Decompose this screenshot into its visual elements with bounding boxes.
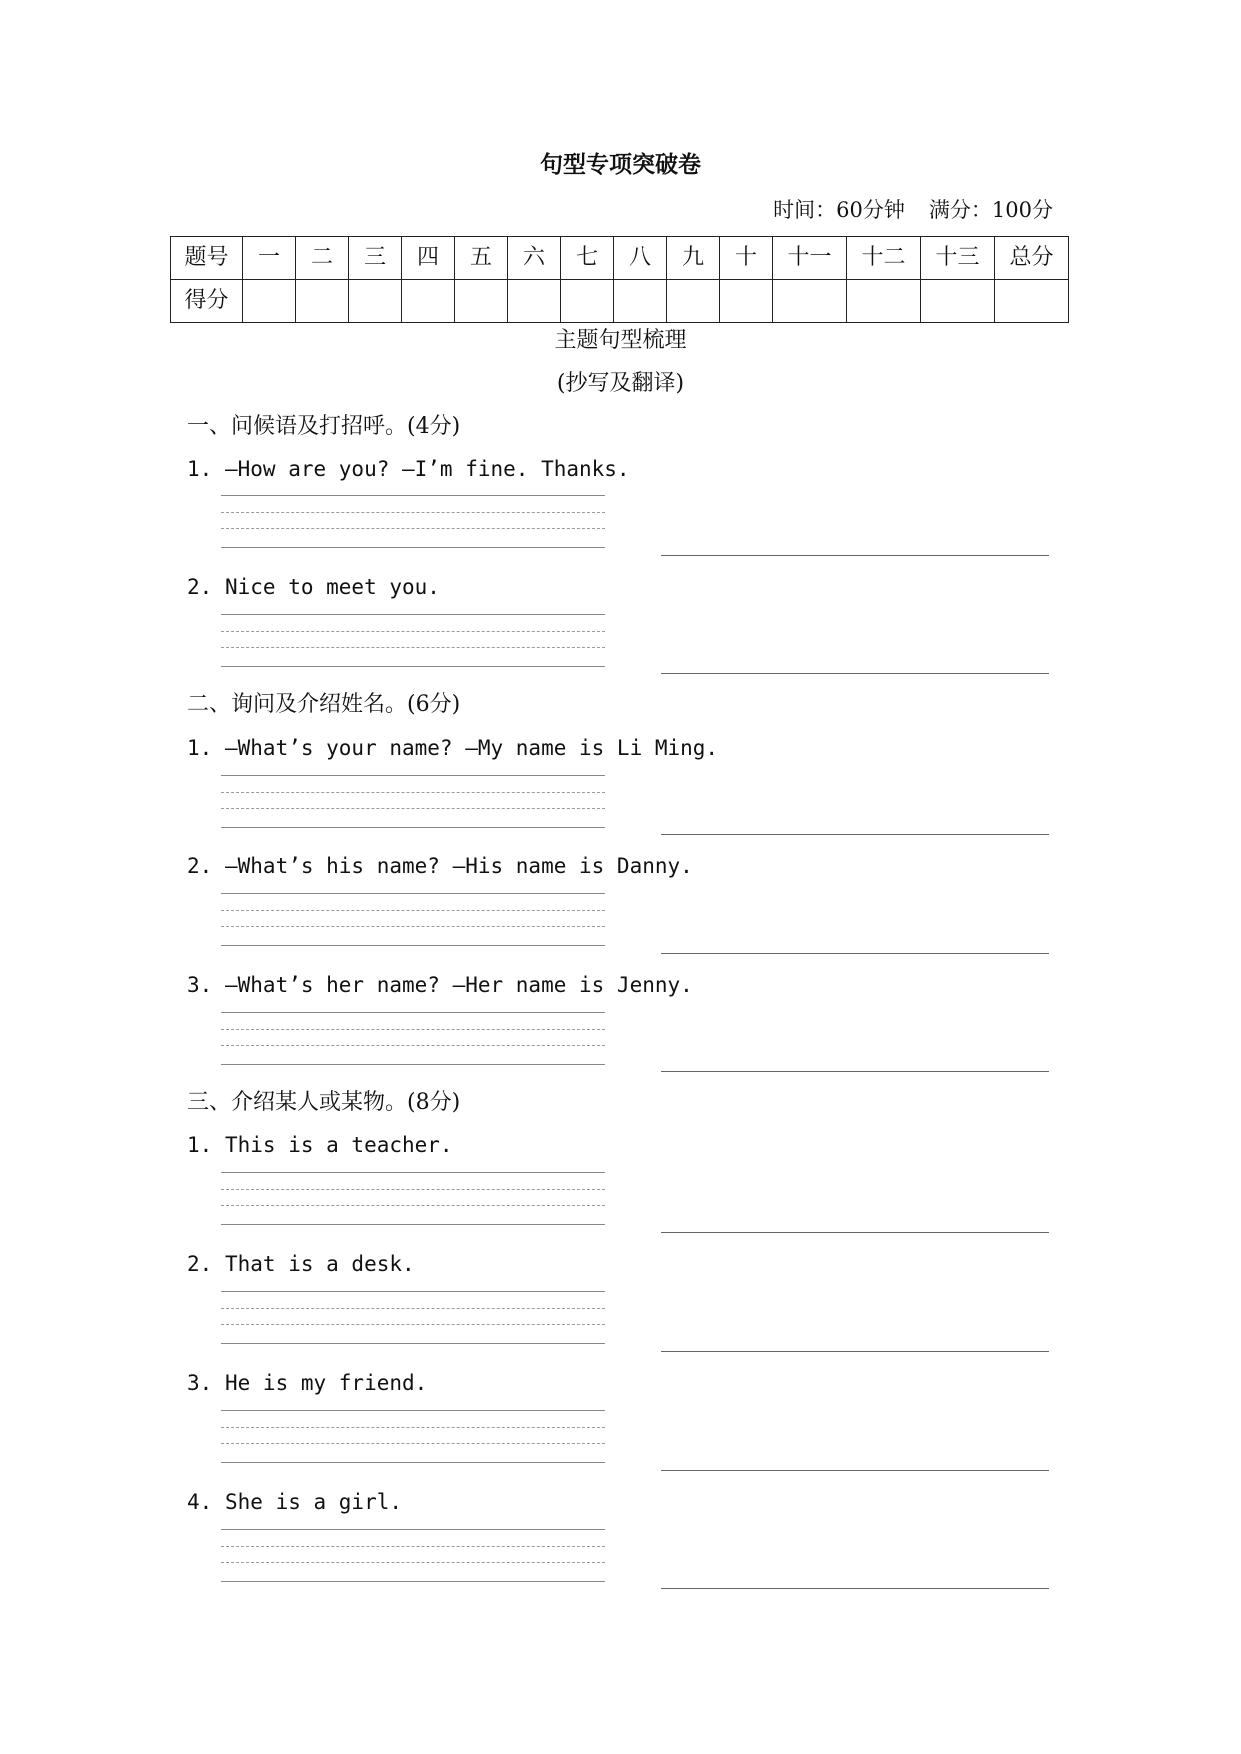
question-text <box>187 970 693 1000</box>
score-cell[interactable] <box>508 280 561 323</box>
question-text <box>187 851 693 881</box>
question-number: 3. <box>187 973 213 997</box>
score-table-col-header: 二 <box>296 237 349 280</box>
score-cell[interactable] <box>296 280 349 323</box>
score-table <box>170 236 1069 323</box>
translation-answer-line[interactable] <box>661 1588 1049 1589</box>
score-cell[interactable] <box>720 280 773 323</box>
translation-answer-line[interactable] <box>661 555 1049 556</box>
score-cell[interactable] <box>773 280 847 323</box>
question-text <box>187 572 440 602</box>
section-heading: 二、询问及介绍姓名。(6分) <box>187 692 461 717</box>
score-table-col-header: 四 <box>402 237 455 280</box>
exam-full-score: 满分：100分 <box>928 198 1053 222</box>
score-table-col-header: 五 <box>455 237 508 280</box>
question-sentence: —How are you? —I’m fine. Thanks. <box>225 457 630 481</box>
question-number: 1. <box>187 1133 213 1157</box>
question-number: 3. <box>187 1371 213 1395</box>
page-title: 句型专项突破卷 <box>540 151 701 178</box>
copy-writing-lines[interactable] <box>221 1410 605 1464</box>
question-sentence: Nice to meet you. <box>225 575 440 599</box>
translation-answer-line[interactable] <box>661 673 1049 674</box>
score-table-col-header: 一 <box>243 237 296 280</box>
copy-writing-lines[interactable] <box>221 495 605 549</box>
score-cell[interactable] <box>455 280 508 323</box>
question-text <box>187 1249 415 1279</box>
exam-time: 时间：60分钟 <box>773 198 905 222</box>
section-heading: 三、介绍某人或某物。(8分) <box>187 1090 461 1115</box>
score-cell[interactable] <box>847 280 921 323</box>
score-table-col-header: 十一 <box>773 237 847 280</box>
score-cell[interactable] <box>349 280 402 323</box>
score-table-col-header: 六 <box>508 237 561 280</box>
question-sentence: He is my friend. <box>225 1371 428 1395</box>
score-table-col-header: 八 <box>614 237 667 280</box>
question-text <box>187 733 718 763</box>
question-sentence: That is a desk. <box>225 1252 415 1276</box>
section-heading: 一、问候语及打招呼。(4分) <box>187 414 461 439</box>
section-group-note: (抄写及翻译) <box>556 371 685 396</box>
translation-answer-line[interactable] <box>661 953 1049 954</box>
question-sentence: —What’s his name? —His name is Danny. <box>225 854 693 878</box>
section-group-title: 主题句型梳理 <box>554 328 687 353</box>
question-text <box>187 454 630 484</box>
translation-answer-line[interactable] <box>661 834 1049 835</box>
score-table-col-header: 总分 <box>995 237 1069 280</box>
score-table-row-label: 题号 <box>171 237 243 280</box>
score-cell[interactable] <box>921 280 995 323</box>
question-number: 1. <box>187 736 213 760</box>
question-sentence: —What’s your name? —My name is Li Ming. <box>225 736 719 760</box>
copy-writing-lines[interactable] <box>221 1291 605 1345</box>
question-number: 2. <box>187 854 213 878</box>
score-cell[interactable] <box>243 280 296 323</box>
copy-writing-lines[interactable] <box>221 775 605 829</box>
exam-meta <box>773 195 1053 225</box>
score-cell[interactable] <box>995 280 1069 323</box>
translation-answer-line[interactable] <box>661 1071 1049 1072</box>
score-table-row-label: 得分 <box>171 280 243 323</box>
copy-writing-lines[interactable] <box>221 1172 605 1226</box>
score-table-col-header: 十 <box>720 237 773 280</box>
question-sentence: She is a girl. <box>225 1490 403 1514</box>
score-cell[interactable] <box>667 280 720 323</box>
question-number: 2. <box>187 1252 213 1276</box>
question-number: 2. <box>187 575 213 599</box>
score-table-header-row <box>171 237 1069 280</box>
score-table-col-header: 九 <box>667 237 720 280</box>
question-number: 4. <box>187 1490 213 1514</box>
question-text <box>187 1368 427 1398</box>
copy-writing-lines[interactable] <box>221 893 605 947</box>
translation-answer-line[interactable] <box>661 1232 1049 1233</box>
score-table-col-header: 三 <box>349 237 402 280</box>
score-table-col-header: 十二 <box>847 237 921 280</box>
score-table-col-header: 十三 <box>921 237 995 280</box>
copy-writing-lines[interactable] <box>221 614 605 668</box>
question-text <box>187 1487 402 1517</box>
score-cell[interactable] <box>561 280 614 323</box>
translation-answer-line[interactable] <box>661 1470 1049 1471</box>
score-table-score-row <box>171 280 1069 323</box>
question-number: 1. <box>187 457 213 481</box>
score-cell[interactable] <box>614 280 667 323</box>
copy-writing-lines[interactable] <box>221 1012 605 1066</box>
score-cell[interactable] <box>402 280 455 323</box>
question-sentence: —What’s her name? —Her name is Jenny. <box>225 973 693 997</box>
translation-answer-line[interactable] <box>661 1351 1049 1352</box>
copy-writing-lines[interactable] <box>221 1529 605 1583</box>
question-sentence: This is a teacher. <box>225 1133 453 1157</box>
question-text <box>187 1130 453 1160</box>
score-table-col-header: 七 <box>561 237 614 280</box>
